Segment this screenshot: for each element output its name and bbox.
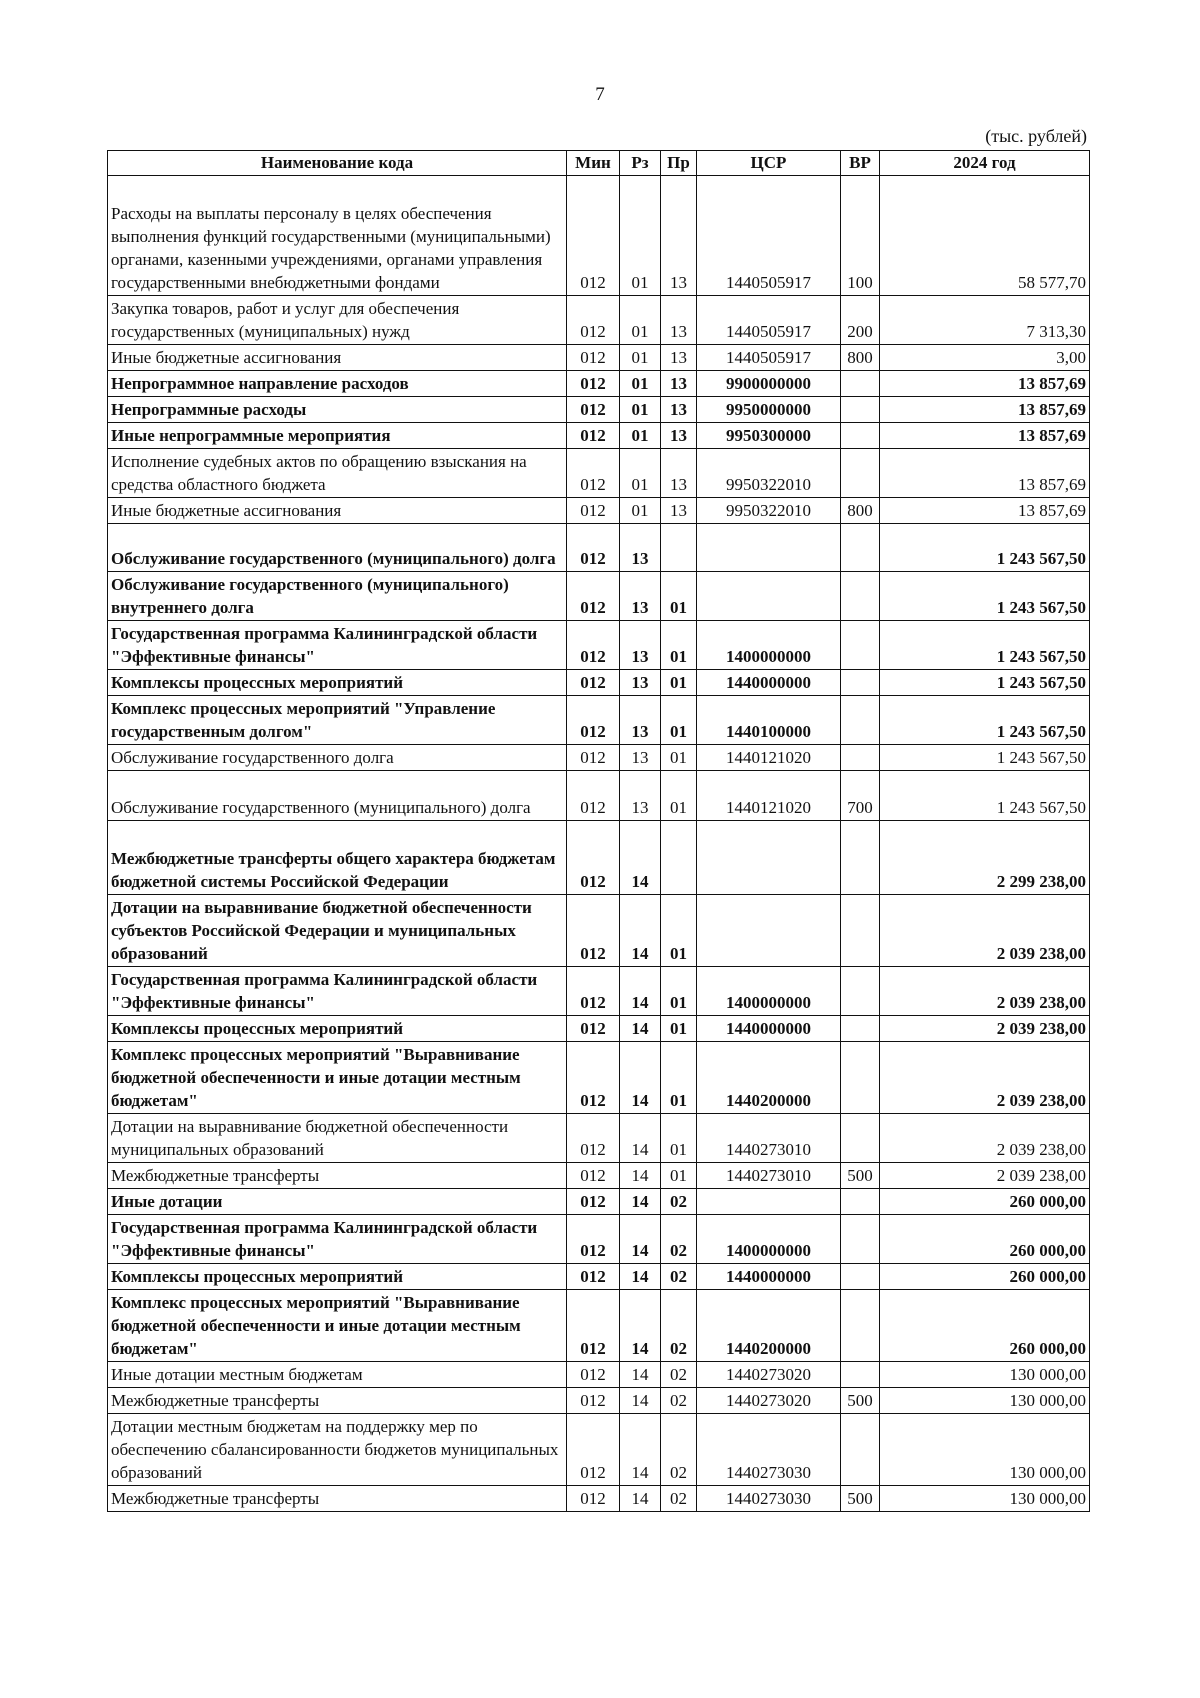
- cell-pr: 02: [661, 1189, 697, 1215]
- cell-csr: 9950300000: [697, 423, 841, 449]
- cell-min: 012: [567, 1362, 620, 1388]
- cell-csr: 9950000000: [697, 397, 841, 423]
- table-row: [108, 670, 1090, 696]
- col-header-pr: Пр: [661, 151, 697, 176]
- cell-min: 012: [567, 1189, 620, 1215]
- cell-pr: 01: [661, 1114, 697, 1163]
- cell-vr: [841, 1042, 880, 1114]
- cell-csr: 1440200000: [697, 1290, 841, 1362]
- cell-name: Государственная программа Калининградской области "Эффективные финансы": [108, 621, 567, 670]
- cell-pr: 13: [661, 498, 697, 524]
- cell-csr: 1400000000: [697, 1215, 841, 1264]
- cell-csr: 9900000000: [697, 371, 841, 397]
- cell-csr: 1440121020: [697, 745, 841, 771]
- cell-csr: [697, 895, 841, 967]
- cell-min: 012: [567, 1163, 620, 1189]
- cell-pr: 13: [661, 423, 697, 449]
- cell-pr: 01: [661, 771, 697, 821]
- cell-rz: 14: [620, 1388, 661, 1414]
- cell-pr: 01: [661, 621, 697, 670]
- cell-csr: 9950322010: [697, 449, 841, 498]
- cell-min: 012: [567, 572, 620, 621]
- cell-rz: 01: [620, 498, 661, 524]
- cell-rz: 14: [620, 1016, 661, 1042]
- table-row: [108, 1163, 1090, 1189]
- cell-sum: 58 577,70: [880, 176, 1090, 296]
- cell-vr: [841, 524, 880, 572]
- cell-rz: 13: [620, 621, 661, 670]
- cell-min: 012: [567, 423, 620, 449]
- cell-sum: 7 313,30: [880, 296, 1090, 345]
- cell-min: 012: [567, 771, 620, 821]
- cell-csr: 1440200000: [697, 1042, 841, 1114]
- cell-rz: 01: [620, 449, 661, 498]
- cell-csr: 1440273030: [697, 1414, 841, 1486]
- table-row: [108, 572, 1090, 621]
- cell-vr: 500: [841, 1163, 880, 1189]
- col-header-sum: 2024 год: [880, 151, 1090, 176]
- cell-pr: 02: [661, 1388, 697, 1414]
- cell-name: Комплекс процессных мероприятий "Управление государственным долгом": [108, 696, 567, 745]
- table-row: [108, 296, 1090, 345]
- cell-csr: 1440273020: [697, 1388, 841, 1414]
- table-row: [108, 1114, 1090, 1163]
- cell-min: 012: [567, 821, 620, 895]
- cell-sum: 1 243 567,50: [880, 745, 1090, 771]
- cell-name: Иные непрограммные мероприятия: [108, 423, 567, 449]
- cell-min: 012: [567, 345, 620, 371]
- table-row: [108, 1016, 1090, 1042]
- table-header-row: [108, 151, 1090, 176]
- cell-rz: 14: [620, 1362, 661, 1388]
- cell-vr: [841, 1264, 880, 1290]
- cell-rz: 14: [620, 1114, 661, 1163]
- cell-min: 012: [567, 967, 620, 1016]
- cell-min: 012: [567, 1042, 620, 1114]
- cell-name: Непрограммное направление расходов: [108, 371, 567, 397]
- cell-pr: 01: [661, 1163, 697, 1189]
- cell-vr: [841, 397, 880, 423]
- cell-sum: 1 243 567,50: [880, 696, 1090, 745]
- cell-pr: 13: [661, 371, 697, 397]
- table-row: [108, 1290, 1090, 1362]
- cell-name: Иные дотации местным бюджетам: [108, 1362, 567, 1388]
- table-row: [108, 1388, 1090, 1414]
- cell-name: Государственная программа Калининградской области "Эффективные финансы": [108, 1215, 567, 1264]
- cell-name: Иные дотации: [108, 1189, 567, 1215]
- col-header-vr: ВР: [841, 151, 880, 176]
- cell-pr: 02: [661, 1486, 697, 1512]
- cell-name: Обслуживание государственного долга: [108, 745, 567, 771]
- cell-sum: 2 039 238,00: [880, 1016, 1090, 1042]
- cell-sum: 2 039 238,00: [880, 1042, 1090, 1114]
- cell-name: Дотации на выравнивание бюджетной обеспеченности субъектов Российской Федерации и муниципальных образований: [108, 895, 567, 967]
- cell-min: 012: [567, 371, 620, 397]
- cell-pr: 13: [661, 397, 697, 423]
- cell-pr: 02: [661, 1362, 697, 1388]
- cell-pr: 01: [661, 1042, 697, 1114]
- cell-rz: 13: [620, 670, 661, 696]
- cell-pr: [661, 524, 697, 572]
- cell-vr: 800: [841, 498, 880, 524]
- cell-csr: 1440121020: [697, 771, 841, 821]
- cell-pr: 01: [661, 895, 697, 967]
- cell-vr: [841, 371, 880, 397]
- cell-rz: 13: [620, 524, 661, 572]
- cell-vr: [841, 1362, 880, 1388]
- col-header-csr: ЦСР: [697, 151, 841, 176]
- table-row: [108, 524, 1090, 572]
- cell-min: 012: [567, 670, 620, 696]
- cell-vr: [841, 967, 880, 1016]
- table-row: [108, 696, 1090, 745]
- cell-vr: 500: [841, 1486, 880, 1512]
- cell-rz: 14: [620, 1414, 661, 1486]
- cell-sum: 1 243 567,50: [880, 621, 1090, 670]
- cell-min: 012: [567, 524, 620, 572]
- cell-pr: 01: [661, 967, 697, 1016]
- cell-rz: 01: [620, 345, 661, 371]
- cell-csr: 1440505917: [697, 296, 841, 345]
- cell-vr: [841, 449, 880, 498]
- cell-rz: 13: [620, 696, 661, 745]
- cell-pr: 13: [661, 296, 697, 345]
- cell-min: 012: [567, 1414, 620, 1486]
- cell-min: 012: [567, 1016, 620, 1042]
- cell-vr: [841, 1189, 880, 1215]
- cell-sum: 1 243 567,50: [880, 670, 1090, 696]
- cell-name: Межбюджетные трансферты: [108, 1486, 567, 1512]
- cell-sum: 1 243 567,50: [880, 771, 1090, 821]
- cell-vr: [841, 1114, 880, 1163]
- cell-name: Комплекс процессных мероприятий "Выравнивание бюджетной обеспеченности и иные дотации местным бюджетам": [108, 1042, 567, 1114]
- cell-name: Комплексы процессных мероприятий: [108, 670, 567, 696]
- cell-vr: [841, 1414, 880, 1486]
- cell-min: 012: [567, 1114, 620, 1163]
- cell-vr: 500: [841, 1388, 880, 1414]
- cell-rz: 14: [620, 967, 661, 1016]
- cell-sum: 2 039 238,00: [880, 967, 1090, 1016]
- cell-sum: 130 000,00: [880, 1388, 1090, 1414]
- cell-pr: [661, 821, 697, 895]
- cell-rz: 14: [620, 1042, 661, 1114]
- cell-vr: 700: [841, 771, 880, 821]
- cell-name: Межбюджетные трансферты общего характера бюджетам бюджетной системы Российской Федерации: [108, 821, 567, 895]
- cell-vr: [841, 423, 880, 449]
- table-row: [108, 1264, 1090, 1290]
- cell-vr: 800: [841, 345, 880, 371]
- cell-csr: 1440000000: [697, 670, 841, 696]
- cell-csr: 1440273030: [697, 1486, 841, 1512]
- cell-min: 012: [567, 621, 620, 670]
- table-row: [108, 345, 1090, 371]
- cell-pr: 13: [661, 449, 697, 498]
- cell-rz: 14: [620, 1486, 661, 1512]
- cell-vr: 100: [841, 176, 880, 296]
- cell-name: Обслуживание государственного (муниципального) внутреннего долга: [108, 572, 567, 621]
- col-header-rz: Рз: [620, 151, 661, 176]
- table-row: [108, 1189, 1090, 1215]
- cell-csr: 1440000000: [697, 1264, 841, 1290]
- cell-sum: 13 857,69: [880, 371, 1090, 397]
- cell-name: Обслуживание государственного (муниципального) долга: [108, 771, 567, 821]
- cell-min: 012: [567, 1264, 620, 1290]
- cell-vr: [841, 1290, 880, 1362]
- cell-rz: 01: [620, 397, 661, 423]
- cell-sum: 1 243 567,50: [880, 524, 1090, 572]
- cell-vr: [841, 1215, 880, 1264]
- cell-rz: 01: [620, 371, 661, 397]
- cell-min: 012: [567, 1388, 620, 1414]
- cell-pr: 02: [661, 1290, 697, 1362]
- cell-csr: [697, 821, 841, 895]
- cell-pr: 13: [661, 345, 697, 371]
- cell-rz: 13: [620, 771, 661, 821]
- cell-name: Комплекс процессных мероприятий "Выравнивание бюджетной обеспеченности и иные дотации местным бюджетам": [108, 1290, 567, 1362]
- table-row: [108, 1362, 1090, 1388]
- cell-csr: 1440000000: [697, 1016, 841, 1042]
- cell-rz: 14: [620, 1290, 661, 1362]
- table-row: [108, 449, 1090, 498]
- cell-name: Государственная программа Калининградской области "Эффективные финансы": [108, 967, 567, 1016]
- cell-sum: 13 857,69: [880, 449, 1090, 498]
- cell-min: 012: [567, 1486, 620, 1512]
- cell-rz: 14: [620, 895, 661, 967]
- cell-sum: 130 000,00: [880, 1486, 1090, 1512]
- table-row: [108, 176, 1090, 296]
- cell-sum: 13 857,69: [880, 498, 1090, 524]
- cell-sum: 3,00: [880, 345, 1090, 371]
- cell-csr: 1400000000: [697, 967, 841, 1016]
- col-header-min: Мин: [567, 151, 620, 176]
- cell-sum: 260 000,00: [880, 1290, 1090, 1362]
- cell-sum: 2 039 238,00: [880, 1114, 1090, 1163]
- cell-csr: 1440100000: [697, 696, 841, 745]
- cell-csr: [697, 524, 841, 572]
- cell-rz: 14: [620, 1163, 661, 1189]
- cell-sum: 260 000,00: [880, 1189, 1090, 1215]
- cell-pr: 01: [661, 745, 697, 771]
- cell-sum: 260 000,00: [880, 1264, 1090, 1290]
- cell-name: Комплексы процессных мероприятий: [108, 1016, 567, 1042]
- cell-name: Непрограммные расходы: [108, 397, 567, 423]
- cell-pr: 02: [661, 1264, 697, 1290]
- units-label: (тыс. рублей): [985, 126, 1087, 146]
- cell-pr: 13: [661, 176, 697, 296]
- cell-csr: 1440505917: [697, 345, 841, 371]
- cell-name: Расходы на выплаты персоналу в целях обеспечения выполнения функций государственными (муниципальными) органами, казенными учреждениями, органами управления государственными внебюджетными фондами: [108, 176, 567, 296]
- table-row: [108, 1414, 1090, 1486]
- table-row: [108, 1215, 1090, 1264]
- table-row: [108, 397, 1090, 423]
- cell-csr: 9950322010: [697, 498, 841, 524]
- cell-min: 012: [567, 296, 620, 345]
- table-row: [108, 1042, 1090, 1114]
- cell-rz: 13: [620, 572, 661, 621]
- table-row: [108, 423, 1090, 449]
- cell-sum: 2 299 238,00: [880, 821, 1090, 895]
- cell-vr: [841, 745, 880, 771]
- table-row: [108, 1486, 1090, 1512]
- table-row: [108, 821, 1090, 895]
- cell-min: 012: [567, 1290, 620, 1362]
- cell-pr: 02: [661, 1414, 697, 1486]
- cell-sum: 130 000,00: [880, 1362, 1090, 1388]
- cell-sum: 13 857,69: [880, 397, 1090, 423]
- table-row: [108, 498, 1090, 524]
- table-row: [108, 771, 1090, 821]
- cell-csr: 1400000000: [697, 621, 841, 670]
- cell-min: 012: [567, 498, 620, 524]
- cell-min: 012: [567, 176, 620, 296]
- cell-rz: 14: [620, 1189, 661, 1215]
- cell-min: 012: [567, 1215, 620, 1264]
- cell-rz: 14: [620, 1264, 661, 1290]
- cell-pr: 02: [661, 1215, 697, 1264]
- cell-min: 012: [567, 397, 620, 423]
- cell-rz: 01: [620, 296, 661, 345]
- cell-vr: [841, 670, 880, 696]
- table-row: [108, 895, 1090, 967]
- cell-sum: 2 039 238,00: [880, 895, 1090, 967]
- cell-name: Дотации местным бюджетам на поддержку мер по обеспечению сбалансированности бюджетов муниципальных образований: [108, 1414, 567, 1486]
- cell-csr: 1440273010: [697, 1114, 841, 1163]
- cell-rz: 01: [620, 176, 661, 296]
- cell-rz: 14: [620, 1215, 661, 1264]
- cell-min: 012: [567, 745, 620, 771]
- cell-name: Дотации на выравнивание бюджетной обеспеченности муниципальных образований: [108, 1114, 567, 1163]
- cell-name: Закупка товаров, работ и услуг для обеспечения государственных (муниципальных) нужд: [108, 296, 567, 345]
- cell-sum: 1 243 567,50: [880, 572, 1090, 621]
- cell-csr: 1440273020: [697, 1362, 841, 1388]
- table-row: [108, 967, 1090, 1016]
- cell-name: Комплексы процессных мероприятий: [108, 1264, 567, 1290]
- cell-rz: 01: [620, 423, 661, 449]
- cell-vr: [841, 1016, 880, 1042]
- cell-pr: 01: [661, 572, 697, 621]
- cell-min: 012: [567, 895, 620, 967]
- cell-name: Межбюджетные трансферты: [108, 1163, 567, 1189]
- cell-pr: 01: [661, 670, 697, 696]
- table-body: [108, 176, 1090, 1512]
- cell-rz: 14: [620, 821, 661, 895]
- table-row: [108, 371, 1090, 397]
- cell-sum: 260 000,00: [880, 1215, 1090, 1264]
- cell-vr: [841, 696, 880, 745]
- page-number: 7: [595, 84, 605, 105]
- budget-table: [107, 150, 1090, 1512]
- cell-name: Иные бюджетные ассигнования: [108, 498, 567, 524]
- cell-csr: 1440273010: [697, 1163, 841, 1189]
- table-row: [108, 745, 1090, 771]
- cell-pr: 01: [661, 1016, 697, 1042]
- cell-min: 012: [567, 696, 620, 745]
- cell-name: Межбюджетные трансферты: [108, 1388, 567, 1414]
- cell-sum: 130 000,00: [880, 1414, 1090, 1486]
- cell-csr: [697, 572, 841, 621]
- cell-name: Обслуживание государственного (муниципального) долга: [108, 524, 567, 572]
- cell-csr: 1440505917: [697, 176, 841, 296]
- cell-vr: 200: [841, 296, 880, 345]
- cell-name: Иные бюджетные ассигнования: [108, 345, 567, 371]
- table-row: [108, 621, 1090, 670]
- cell-vr: [841, 621, 880, 670]
- cell-rz: 13: [620, 745, 661, 771]
- cell-name: Исполнение судебных актов по обращению взыскания на средства областного бюджета: [108, 449, 567, 498]
- cell-vr: [841, 895, 880, 967]
- cell-vr: [841, 572, 880, 621]
- cell-pr: 01: [661, 696, 697, 745]
- col-header-name: Наименование кода: [108, 151, 567, 176]
- cell-min: 012: [567, 449, 620, 498]
- cell-vr: [841, 821, 880, 895]
- cell-sum: 2 039 238,00: [880, 1163, 1090, 1189]
- cell-sum: 13 857,69: [880, 423, 1090, 449]
- cell-csr: [697, 1189, 841, 1215]
